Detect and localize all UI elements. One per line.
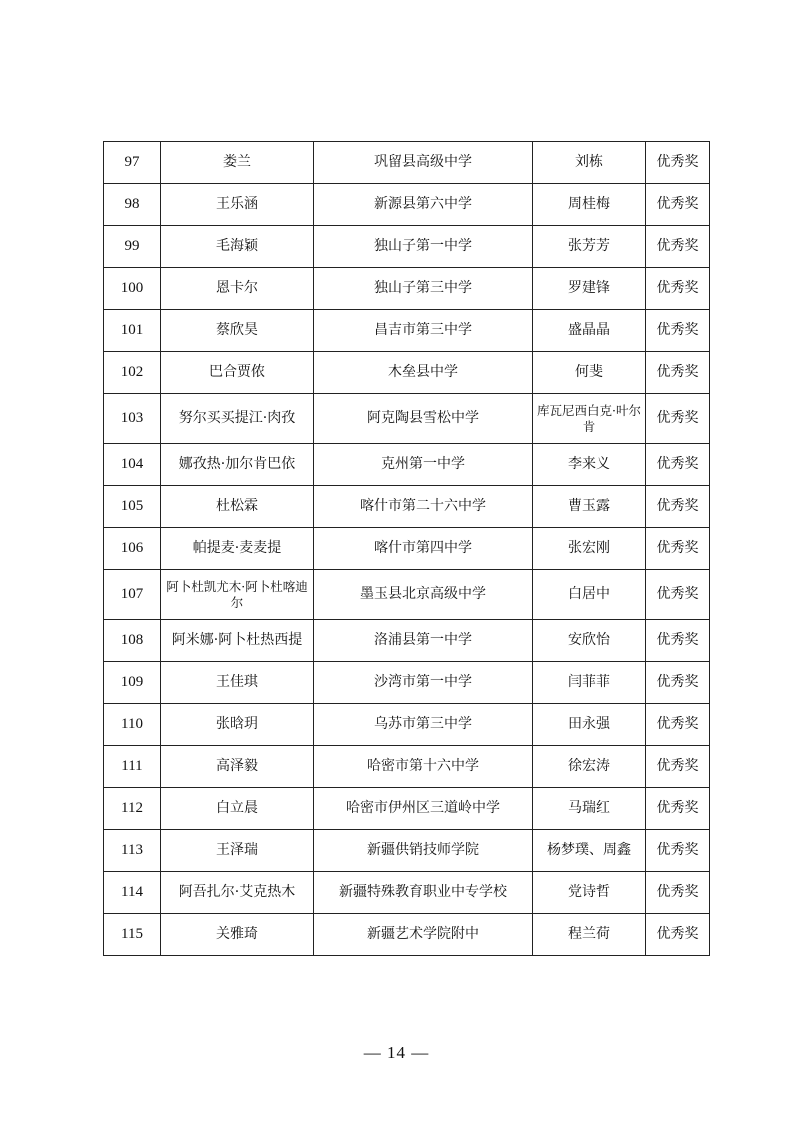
cell-student-name: 毛海颖: [161, 226, 314, 268]
cell-teacher: 周桂梅: [533, 184, 646, 226]
cell-number: 111: [104, 746, 161, 788]
cell-teacher: 程兰荷: [533, 914, 646, 956]
award-list-table: [103, 141, 710, 956]
cell-school: 独山子第一中学: [314, 226, 533, 268]
cell-school: 哈密市第十六中学: [314, 746, 533, 788]
table-row: [104, 914, 710, 956]
table-row: [104, 620, 710, 662]
cell-teacher: 安欣怡: [533, 620, 646, 662]
cell-award: 优秀奖: [646, 394, 710, 444]
page-number: — 14 —: [363, 1043, 430, 1062]
cell-student-name: 巴合贾侬: [161, 352, 314, 394]
table-row: [104, 486, 710, 528]
cell-school: 克州第一中学: [314, 444, 533, 486]
cell-school: 哈密市伊州区三道岭中学: [314, 788, 533, 830]
table-row: [104, 142, 710, 184]
cell-school: 阿克陶县雪松中学: [314, 394, 533, 444]
award-list-body: [104, 142, 710, 956]
cell-number: 100: [104, 268, 161, 310]
cell-school: 昌吉市第三中学: [314, 310, 533, 352]
table-row: [104, 704, 710, 746]
cell-award: 优秀奖: [646, 662, 710, 704]
cell-student-name: 高泽毅: [161, 746, 314, 788]
cell-teacher: 杨梦璞、周鑫: [533, 830, 646, 872]
cell-award: 优秀奖: [646, 872, 710, 914]
cell-teacher: 刘栋: [533, 142, 646, 184]
cell-school: 沙湾市第一中学: [314, 662, 533, 704]
cell-number: 108: [104, 620, 161, 662]
cell-student-name: 杜松霖: [161, 486, 314, 528]
cell-award: 优秀奖: [646, 704, 710, 746]
table-row: [104, 226, 710, 268]
cell-teacher: 徐宏涛: [533, 746, 646, 788]
table-row: [104, 528, 710, 570]
cell-school: 墨玉县北京高级中学: [314, 570, 533, 620]
cell-teacher: 马瑞红: [533, 788, 646, 830]
cell-number: 105: [104, 486, 161, 528]
cell-teacher: 张宏刚: [533, 528, 646, 570]
cell-award: 优秀奖: [646, 268, 710, 310]
cell-school: 独山子第三中学: [314, 268, 533, 310]
cell-teacher: 库瓦尼西白克·叶尔肯: [533, 394, 646, 444]
cell-number: 115: [104, 914, 161, 956]
cell-number: 102: [104, 352, 161, 394]
cell-number: 110: [104, 704, 161, 746]
cell-award: 优秀奖: [646, 570, 710, 620]
cell-student-name: 蔡欣昊: [161, 310, 314, 352]
cell-teacher: 曹玉露: [533, 486, 646, 528]
cell-student-name: 娜孜热·加尔肯巴依: [161, 444, 314, 486]
cell-school: 巩留县高级中学: [314, 142, 533, 184]
cell-student-name: 阿卜杜凯尤木·阿卜杜喀迪尔: [161, 570, 314, 620]
cell-number: 101: [104, 310, 161, 352]
cell-teacher: 白居中: [533, 570, 646, 620]
cell-student-name: 努尔买买提江·肉孜: [161, 394, 314, 444]
table-row: [104, 788, 710, 830]
cell-number: 113: [104, 830, 161, 872]
cell-school: 乌苏市第三中学: [314, 704, 533, 746]
cell-student-name: 白立晨: [161, 788, 314, 830]
cell-student-name: 王泽瑞: [161, 830, 314, 872]
cell-award: 优秀奖: [646, 486, 710, 528]
cell-award: 优秀奖: [646, 310, 710, 352]
cell-school: 木垒县中学: [314, 352, 533, 394]
table-row: [104, 662, 710, 704]
cell-number: 97: [104, 142, 161, 184]
table-row: [104, 444, 710, 486]
cell-student-name: 恩卡尔: [161, 268, 314, 310]
cell-number: 109: [104, 662, 161, 704]
cell-award: 优秀奖: [646, 528, 710, 570]
cell-student-name: 娄兰: [161, 142, 314, 184]
cell-student-name: 阿吾扎尔·艾克热木: [161, 872, 314, 914]
cell-number: 103: [104, 394, 161, 444]
cell-teacher: 张芳芳: [533, 226, 646, 268]
cell-school: 洛浦县第一中学: [314, 620, 533, 662]
cell-award: 优秀奖: [646, 788, 710, 830]
cell-teacher: 罗建锋: [533, 268, 646, 310]
table-row: [104, 310, 710, 352]
table-row: [104, 268, 710, 310]
table-row: [104, 352, 710, 394]
cell-student-name: 帕提麦·麦麦提: [161, 528, 314, 570]
cell-teacher: 何斐: [533, 352, 646, 394]
cell-number: 106: [104, 528, 161, 570]
cell-number: 114: [104, 872, 161, 914]
cell-school: 新源县第六中学: [314, 184, 533, 226]
cell-teacher: 党诗哲: [533, 872, 646, 914]
cell-school: 喀什市第四中学: [314, 528, 533, 570]
cell-award: 优秀奖: [646, 620, 710, 662]
table-row: [104, 830, 710, 872]
cell-teacher: 闫菲菲: [533, 662, 646, 704]
cell-teacher: 盛晶晶: [533, 310, 646, 352]
cell-school: 喀什市第二十六中学: [314, 486, 533, 528]
cell-teacher: 田永强: [533, 704, 646, 746]
table-row: [104, 872, 710, 914]
cell-number: 112: [104, 788, 161, 830]
cell-award: 优秀奖: [646, 444, 710, 486]
cell-award: 优秀奖: [646, 352, 710, 394]
table-row: [104, 570, 710, 620]
cell-award: 优秀奖: [646, 746, 710, 788]
cell-student-name: 张晗玥: [161, 704, 314, 746]
cell-award: 优秀奖: [646, 914, 710, 956]
table-row: [104, 394, 710, 444]
cell-teacher: 李来义: [533, 444, 646, 486]
cell-student-name: 关雅琦: [161, 914, 314, 956]
cell-award: 优秀奖: [646, 226, 710, 268]
table-row: [104, 746, 710, 788]
cell-student-name: 阿米娜·阿卜杜热西提: [161, 620, 314, 662]
cell-number: 98: [104, 184, 161, 226]
cell-student-name: 王佳琪: [161, 662, 314, 704]
cell-award: 优秀奖: [646, 830, 710, 872]
cell-student-name: 王乐涵: [161, 184, 314, 226]
cell-school: 新疆供销技师学院: [314, 830, 533, 872]
table-row: [104, 184, 710, 226]
cell-number: 99: [104, 226, 161, 268]
cell-award: 优秀奖: [646, 184, 710, 226]
cell-school: 新疆特殊教育职业中专学校: [314, 872, 533, 914]
cell-number: 104: [104, 444, 161, 486]
cell-number: 107: [104, 570, 161, 620]
cell-award: 优秀奖: [646, 142, 710, 184]
cell-school: 新疆艺术学院附中: [314, 914, 533, 956]
